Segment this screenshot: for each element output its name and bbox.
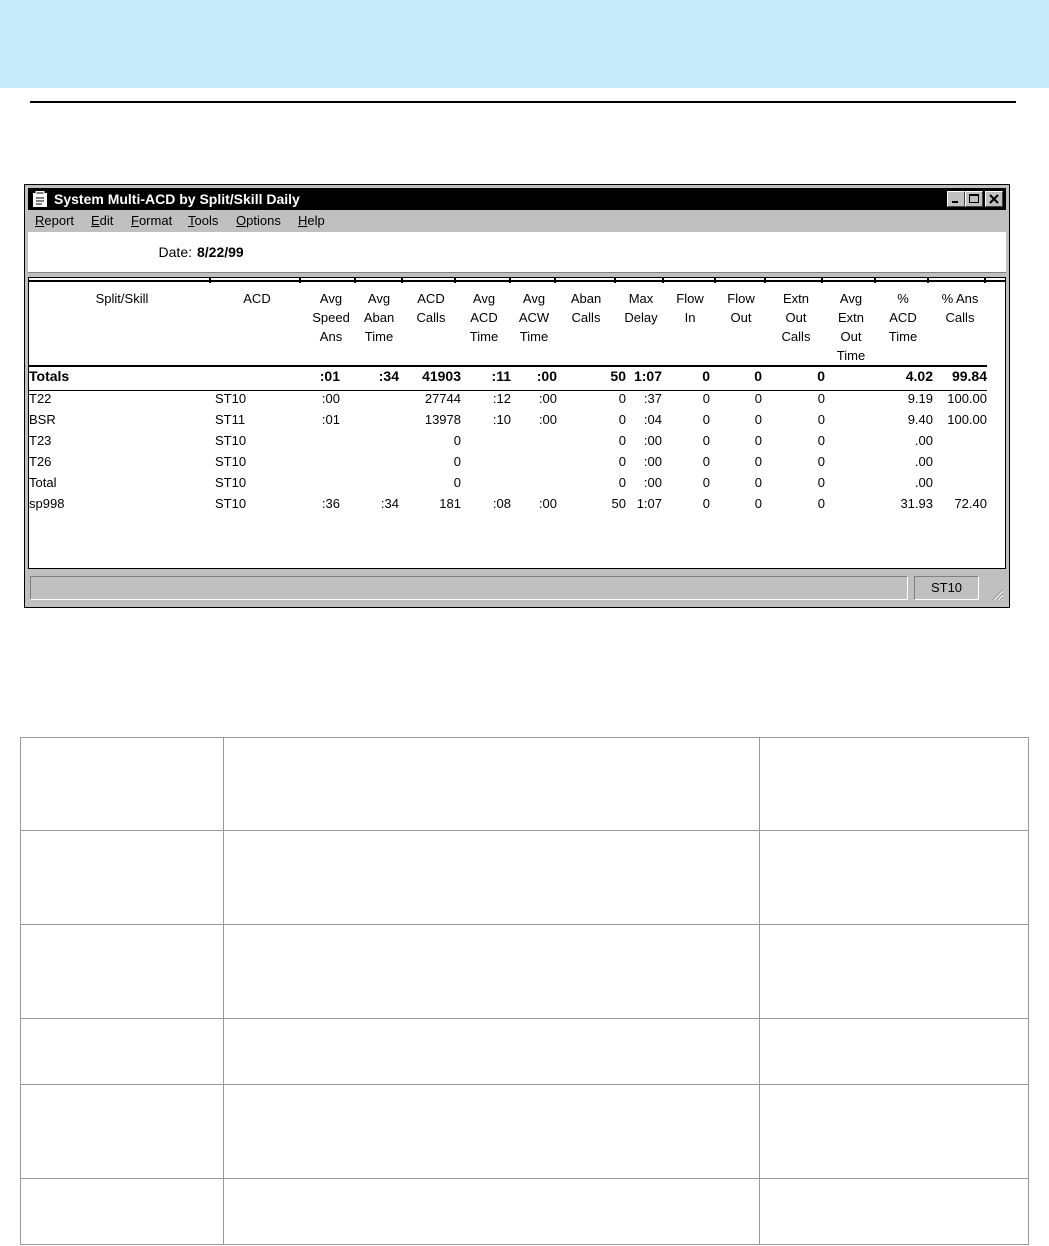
cell-flow-out: 0 (754, 475, 762, 490)
table-row[interactable] (29, 391, 999, 412)
cell-flow-in: 0 (702, 475, 710, 490)
table-cell (760, 1085, 1029, 1179)
column-header-avg-extn-out-time[interactable] (826, 289, 876, 365)
column-header-line: ACD (243, 291, 271, 306)
column-header-line: Time (364, 329, 394, 344)
resize-grip-icon[interactable] (990, 587, 1004, 601)
cell-avg-acd-time: :11 (491, 368, 511, 384)
cell-flow-out: 0 (754, 412, 762, 427)
report-icon (33, 191, 47, 207)
blank-grid-table (20, 737, 1029, 1245)
column-header-line: Speed (312, 310, 350, 325)
table-row (21, 738, 1029, 831)
cell-aban-calls: 0 (618, 391, 626, 406)
table-cell (21, 738, 224, 831)
column-header-line: Avg (367, 291, 391, 306)
cell-flow-out: 0 (754, 496, 762, 511)
column-header-line: Calls (945, 310, 975, 325)
cell-pct-acd-time: 9.19 (907, 391, 933, 406)
column-header-acd-calls[interactable] (406, 289, 456, 327)
column-header-line: Time (888, 329, 918, 344)
column-divider-tick (554, 278, 556, 283)
cell-max-delay: 1:07 (636, 496, 662, 511)
column-header-line: Flow (727, 291, 755, 306)
cell-avg-speed-ans: :36 (321, 496, 340, 511)
status-acd: ST10 (914, 576, 979, 600)
column-divider-tick (614, 278, 616, 283)
cell-acd-calls: 13978 (424, 412, 461, 427)
cell-flow-in: 0 (702, 454, 710, 469)
table-cell (21, 831, 224, 925)
column-divider-tick (927, 278, 929, 283)
column-header-avg-acd-time[interactable] (462, 289, 506, 346)
cell-aban-calls: 50 (611, 496, 626, 511)
column-divider-tick (662, 278, 664, 283)
cell-aban-calls: 0 (618, 475, 626, 490)
column-divider-tick (209, 278, 211, 283)
menu-format[interactable]: Format (131, 213, 173, 228)
column-header-line: Out (840, 329, 862, 344)
cell-pct-acd-time: .00 (914, 433, 933, 448)
cell-flow-out: 0 (754, 454, 762, 469)
cell-acd-calls: 0 (453, 475, 461, 490)
column-header-line: Ans (319, 329, 343, 344)
table-row[interactable] (29, 412, 999, 433)
window-title: System Multi-ACD by Split/Skill Daily (54, 191, 300, 207)
column-header-line: Aban (363, 310, 395, 325)
cell-avg-acw-time: :00 (536, 368, 557, 384)
table-cell (224, 1019, 760, 1085)
table-cell (224, 738, 760, 831)
cell-flow-in: 0 (702, 496, 710, 511)
date-panel (28, 232, 1006, 273)
table-row[interactable] (29, 454, 999, 475)
table-cell (21, 1179, 224, 1245)
table-cell (21, 1019, 224, 1085)
column-header-line: ACW (518, 310, 550, 325)
column-header-acd[interactable] (227, 289, 287, 308)
table-cell (760, 738, 1029, 831)
column-divider-tick (764, 278, 766, 283)
cell-extn-out-calls: 0 (817, 475, 825, 490)
close-icon (986, 192, 1002, 206)
column-header-flow-in[interactable] (668, 289, 712, 327)
cell-aban-calls: 0 (618, 454, 626, 469)
column-header-line: ACD (889, 310, 917, 325)
cell-flow-out: 0 (754, 368, 762, 384)
cell-max-delay: :00 (643, 433, 662, 448)
column-divider-tick (984, 278, 986, 283)
cell-pct-acd-time: .00 (914, 475, 933, 490)
cell-split-skill: sp998 (29, 496, 65, 511)
column-header-line: % (897, 291, 909, 306)
column-header-avg-aban-time[interactable] (357, 289, 401, 346)
table-row (21, 1085, 1029, 1179)
cell-acd-calls: 41903 (422, 368, 461, 384)
table-cell (224, 1179, 760, 1245)
cell-max-delay: 1:07 (633, 368, 662, 384)
cell-flow-in: 0 (702, 391, 710, 406)
cell-avg-acw-time: :00 (538, 496, 557, 511)
report-grid[interactable] (28, 277, 1006, 569)
cell-max-delay: :37 (643, 391, 662, 406)
header-rule-line (29, 280, 1005, 282)
column-divider-tick (299, 278, 301, 283)
column-divider-tick (714, 278, 716, 283)
totals-row[interactable] (29, 368, 999, 389)
cell-acd: ST10 (215, 433, 247, 448)
header-rule (30, 101, 1016, 103)
status-message-panel (30, 576, 908, 600)
column-header-line: Time (836, 348, 866, 363)
cell-aban-calls: 0 (618, 412, 626, 427)
table-row (21, 925, 1029, 1019)
cell-pct-ans-calls: 99.84 (951, 368, 987, 384)
cell-split-skill: Totals (29, 368, 70, 384)
cell-acd: ST11 (215, 412, 246, 427)
cell-avg-speed-ans: :00 (321, 391, 340, 406)
minimize-icon (948, 192, 964, 206)
menu-report[interactable]: Report (35, 213, 75, 228)
cell-avg-speed-ans: :01 (321, 412, 340, 427)
cell-flow-out: 0 (754, 433, 762, 448)
cell-avg-acw-time: :00 (538, 412, 557, 427)
column-header-line: Time (519, 329, 549, 344)
cell-aban-calls: 0 (618, 433, 626, 448)
column-header-line: Flow (676, 291, 704, 306)
close-button[interactable] (985, 191, 1003, 207)
menu-help[interactable]: Help (298, 213, 325, 228)
column-header-line: Calls (781, 329, 811, 344)
column-divider-tick (509, 278, 511, 283)
cell-pct-acd-time: .00 (914, 454, 933, 469)
cell-flow-in: 0 (702, 368, 710, 384)
menu-bar (28, 210, 1006, 231)
maximize-button[interactable] (965, 191, 983, 207)
table-row (21, 831, 1029, 925)
cell-split-skill: Total (29, 475, 57, 490)
column-header-line: Extn (782, 291, 809, 306)
column-header-line: In (684, 310, 696, 325)
table-cell (224, 1085, 760, 1179)
cell-avg-speed-ans: :01 (319, 368, 340, 384)
column-header-max-delay[interactable] (619, 289, 663, 327)
title-bar[interactable] (28, 188, 1006, 210)
column-header-line: Aban (570, 291, 602, 306)
column-header-split-skill[interactable] (62, 289, 182, 308)
column-header-line: ACD (417, 291, 445, 306)
report-window (24, 184, 1010, 608)
page-header-band (0, 0, 1049, 88)
cell-acd-calls: 0 (453, 433, 461, 448)
cell-pct-acd-time: 31.93 (900, 496, 933, 511)
table-cell (224, 925, 760, 1019)
cell-max-delay: :00 (643, 454, 662, 469)
column-header-line: Avg (839, 291, 863, 306)
column-header-line: Avg (472, 291, 496, 306)
cell-aban-calls: 50 (610, 368, 626, 384)
table-row[interactable] (29, 475, 999, 496)
date-label: Date: (158, 244, 192, 260)
column-divider-tick (401, 278, 403, 283)
cell-pct-ans-calls: 100.00 (947, 391, 987, 406)
cell-extn-out-calls: 0 (817, 412, 825, 427)
column-header-flow-out[interactable] (719, 289, 763, 327)
column-header-line: Calls (416, 310, 446, 325)
table-cell (224, 831, 760, 925)
column-header-line: Max (628, 291, 654, 306)
cell-flow-in: 0 (702, 412, 710, 427)
column-header-line: ACD (470, 310, 498, 325)
column-header-line: Avg (522, 291, 546, 306)
table-row (21, 1019, 1029, 1085)
menu-tools[interactable]: Tools (188, 213, 219, 228)
cell-pct-acd-time: 9.40 (907, 412, 933, 427)
cell-extn-out-calls: 0 (817, 433, 825, 448)
cell-pct-acd-time: 4.02 (905, 368, 933, 384)
column-divider-tick (354, 278, 356, 283)
column-header-avg-speed-ans[interactable] (309, 289, 353, 346)
cell-flow-out: 0 (754, 391, 762, 406)
cell-pct-ans-calls: 100.00 (947, 412, 987, 427)
status-bar (28, 573, 1006, 603)
table-cell (760, 1019, 1029, 1085)
cell-acd: ST10 (215, 475, 247, 490)
column-header-aban-calls[interactable] (561, 289, 611, 327)
cell-acd-calls: 181 (439, 496, 461, 511)
column-header-pct-ans-calls[interactable] (930, 289, 990, 327)
cell-avg-aban-time: :34 (380, 496, 399, 511)
cell-acd-calls: 0 (453, 454, 461, 469)
cell-avg-acd-time: :12 (492, 391, 511, 406)
column-header-pct-acd-time[interactable] (881, 289, 925, 346)
table-row[interactable] (29, 433, 999, 454)
cell-extn-out-calls: 0 (817, 391, 825, 406)
column-header-line: Out (785, 310, 807, 325)
table-row (21, 1179, 1029, 1245)
cell-avg-acd-time: :10 (492, 412, 511, 427)
cell-extn-out-calls: 0 (817, 454, 825, 469)
totals-rule (29, 365, 987, 367)
table-cell (21, 1085, 224, 1179)
column-header-line: Out (730, 310, 752, 325)
minimize-button[interactable] (947, 191, 965, 207)
cell-flow-in: 0 (702, 433, 710, 448)
table-cell (760, 925, 1029, 1019)
cell-extn-out-calls: 0 (817, 496, 825, 511)
cell-max-delay: :00 (643, 475, 662, 490)
maximize-icon (966, 192, 982, 206)
column-divider-tick (874, 278, 876, 283)
cell-avg-acd-time: :08 (492, 496, 511, 511)
column-header-line: Delay (624, 310, 658, 325)
table-cell (21, 925, 224, 1019)
column-header-line: Time (469, 329, 499, 344)
column-header-line: Calls (571, 310, 601, 325)
column-header-line: Extn (837, 310, 864, 325)
column-header-line: Avg (319, 291, 343, 306)
cell-acd: ST10 (215, 391, 247, 406)
cell-max-delay: :04 (643, 412, 662, 427)
date-value: 8/22/99 (197, 244, 244, 260)
cell-acd: ST10 (215, 454, 247, 469)
table-cell (760, 831, 1029, 925)
cell-acd: ST10 (215, 496, 247, 511)
column-header-line: Split/Skill (95, 291, 149, 306)
cell-split-skill: T26 (29, 454, 52, 469)
menu-edit[interactable]: Edit (91, 213, 114, 228)
cell-split-skill: T22 (29, 391, 52, 406)
cell-pct-ans-calls: 72.40 (954, 496, 987, 511)
cell-split-skill: BSR (29, 412, 56, 427)
menu-options[interactable]: Options (236, 213, 281, 228)
cell-avg-acw-time: :00 (538, 391, 557, 406)
column-header-avg-acw-time[interactable] (512, 289, 556, 346)
cell-extn-out-calls: 0 (817, 368, 825, 384)
cell-acd-calls: 27744 (424, 391, 461, 406)
cell-avg-aban-time: :34 (378, 368, 399, 384)
table-cell (760, 1179, 1029, 1245)
column-divider-tick (454, 278, 456, 283)
column-header-extn-out-calls[interactable] (771, 289, 821, 346)
column-divider-tick (821, 278, 823, 283)
table-row[interactable] (29, 496, 999, 517)
column-header-line: % Ans (941, 291, 979, 306)
cell-split-skill: T23 (29, 433, 52, 448)
